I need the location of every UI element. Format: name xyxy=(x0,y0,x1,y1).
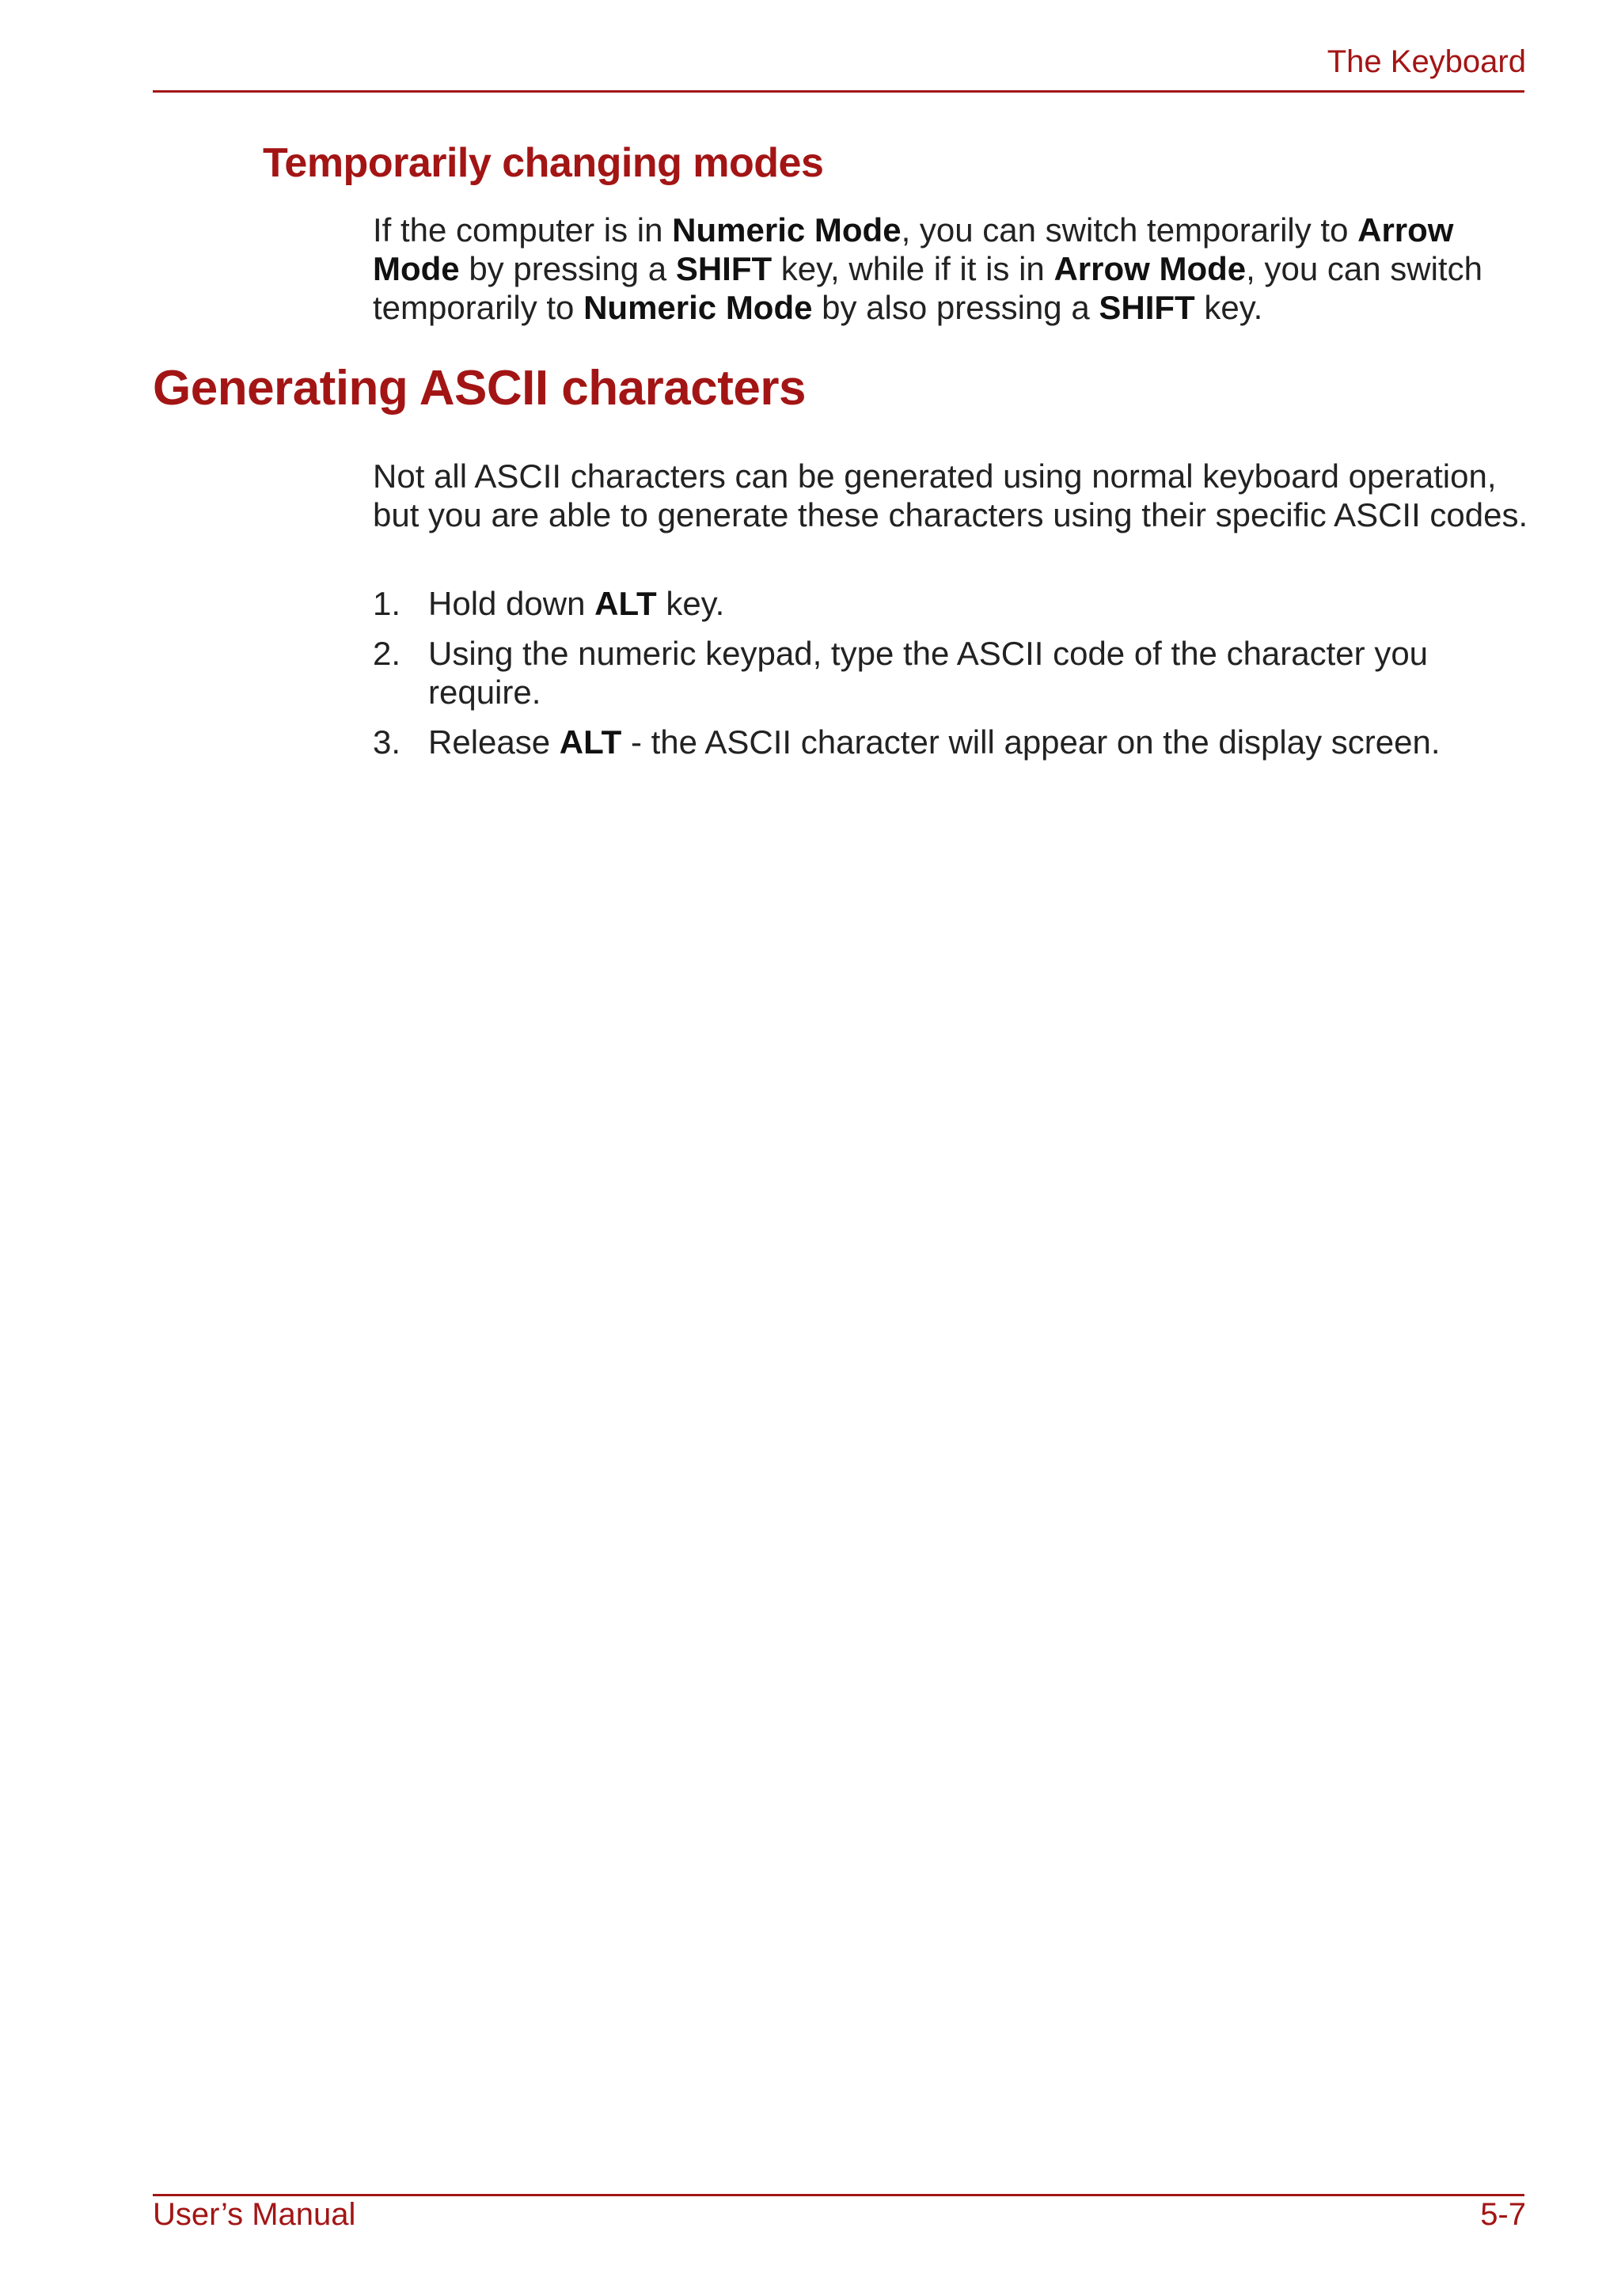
bold-term: SHIFT xyxy=(1099,289,1195,326)
bold-term: ALT xyxy=(559,723,622,761)
footer-rule xyxy=(153,2194,1524,2196)
page-number: 5-7 xyxy=(1480,2197,1526,2232)
text-run: - the ASCII character will appear on the display screen. xyxy=(621,723,1441,761)
list-item xyxy=(373,723,1528,761)
ascii-steps-list xyxy=(373,584,1528,772)
text-run: key, while if it is in xyxy=(772,250,1054,287)
bold-term: SHIFT xyxy=(675,250,773,287)
text-run: If the computer is in xyxy=(373,211,673,249)
step-number: 3. xyxy=(373,723,401,761)
text-run: , you can switch temporarily to xyxy=(373,250,1482,326)
text-run: by also pressing a xyxy=(812,289,1099,326)
header-rule xyxy=(153,90,1524,93)
ascii-intro-paragraph: Not all ASCII characters can be generated using normal keyboard operation, but you are able to generate these characters using their specific ASCII codes. xyxy=(373,457,1528,533)
text-run: Release xyxy=(428,723,560,761)
list-item xyxy=(373,634,1528,712)
mode-switch-paragraph xyxy=(373,211,1528,327)
bold-term: Arrow Mode xyxy=(1053,250,1247,287)
text-run: Hold down xyxy=(428,585,595,622)
text-run: key. xyxy=(656,585,725,622)
section-heading-temporarily-changing-modes: Temporarily changing modes xyxy=(263,140,824,186)
bold-term: Numeric Mode xyxy=(583,289,813,326)
text-run: Using the numeric keypad, type the ASCII code of the character you require. xyxy=(428,635,1429,711)
text-run: by pressing a xyxy=(459,250,676,287)
list-item xyxy=(373,584,1528,623)
footer-manual-title: User’s Manual xyxy=(153,2197,356,2232)
step-number: 2. xyxy=(373,635,401,672)
bold-term: Arrow Mode xyxy=(373,211,1454,287)
step-number: 1. xyxy=(373,585,401,622)
bold-term: ALT xyxy=(594,585,657,622)
bold-term: Numeric Mode xyxy=(672,211,902,249)
section-heading-generating-ascii: Generating ASCII characters xyxy=(153,361,806,416)
running-header-title: The Keyboard xyxy=(1327,44,1526,79)
text-run: key. xyxy=(1194,289,1263,326)
text-run: , you can switch temporarily to xyxy=(901,211,1358,249)
